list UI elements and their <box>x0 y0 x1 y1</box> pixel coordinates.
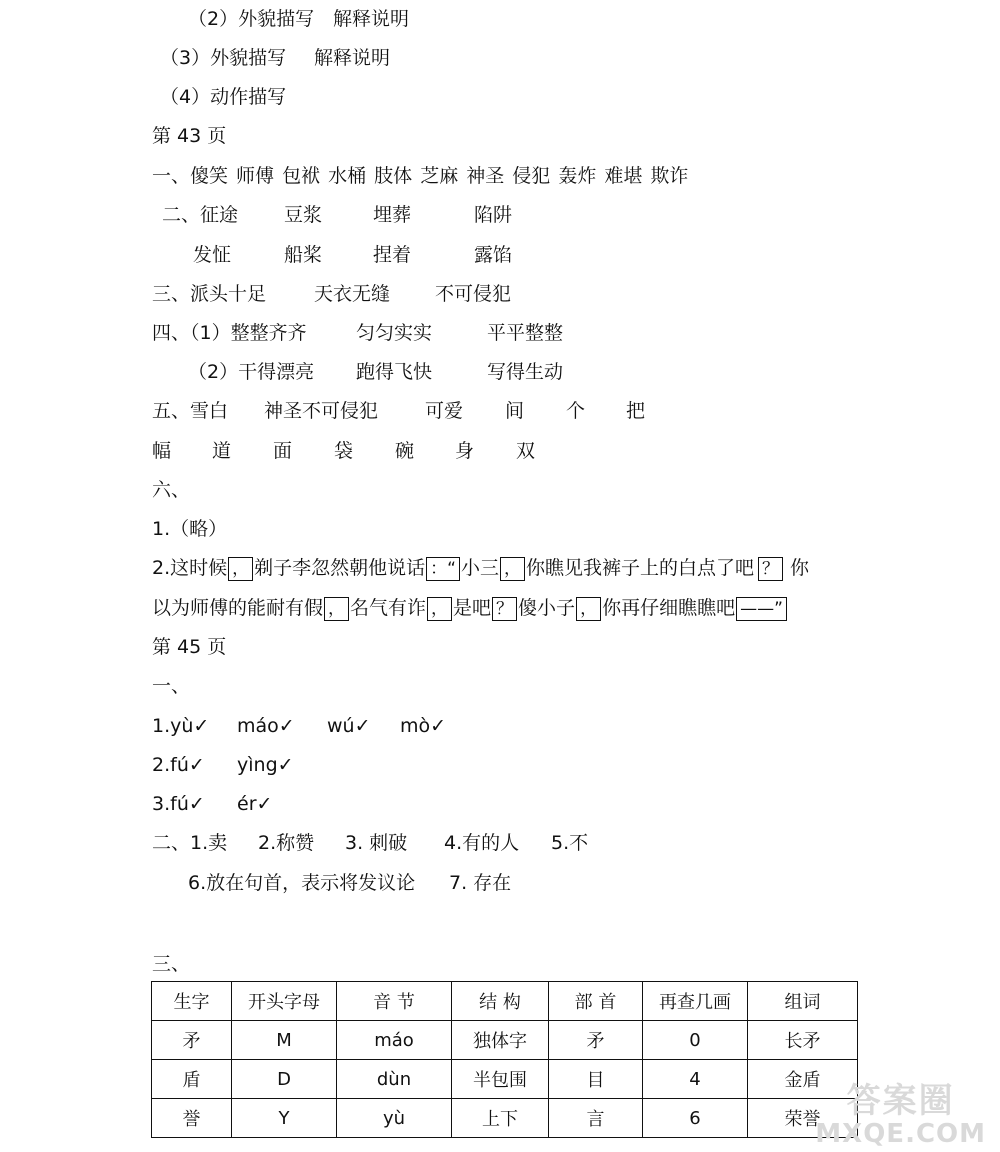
text: 碗 <box>395 440 415 462</box>
text: 袋 <box>334 440 354 462</box>
table-cell: 金盾 <box>748 1060 858 1099</box>
table-cell: 矛 <box>549 1021 643 1060</box>
table-header-cell: 生字 <box>152 982 232 1021</box>
text: 2.称赞 <box>258 832 315 854</box>
watermark-logo: 答案圈 <box>846 1081 955 1121</box>
text: 匀匀实实 <box>356 322 433 344</box>
text: 解释说明 <box>333 8 410 30</box>
table-cell: 4 <box>643 1060 748 1099</box>
table-cell: 长矛 <box>748 1021 858 1060</box>
table-body <box>152 982 858 1138</box>
text: 个 <box>566 400 586 422</box>
text: 五、雪白 <box>152 400 229 422</box>
text: 名气有诈 <box>350 597 427 619</box>
text: 不可侵犯 <box>435 283 512 305</box>
text: 豆浆 <box>284 204 323 226</box>
table-cell: 6 <box>643 1099 748 1138</box>
text: 神圣不可侵犯 <box>264 400 379 422</box>
text: yìng✓ <box>237 754 294 776</box>
text: 面 <box>273 440 293 462</box>
table-header-cell: 组词 <box>748 982 858 1021</box>
table-cell: dùn <box>337 1060 452 1099</box>
table-header-row <box>152 982 858 1021</box>
text: （2）干得漂亮 <box>188 361 315 383</box>
punct-box: ， <box>576 597 601 621</box>
table-row <box>152 1021 858 1060</box>
text: 你瞧见我裤子上的白点了吧 <box>525 557 754 579</box>
text: 埋葬 <box>373 204 412 226</box>
text: 7. 存在 <box>449 872 512 894</box>
text: 写得生动 <box>487 361 564 383</box>
text: 道 <box>212 440 232 462</box>
punct-box: ， <box>324 597 349 621</box>
text: 身 <box>455 440 475 462</box>
text: 以为师傅的能耐有假 <box>152 597 324 619</box>
table-header-cell: 音 节 <box>337 982 452 1021</box>
table-header-cell: 部 首 <box>549 982 643 1021</box>
text: 捏着 <box>373 244 412 266</box>
text: 三、 <box>152 953 191 975</box>
table-cell: 言 <box>549 1099 643 1138</box>
table-cell: Y <box>232 1099 337 1138</box>
punct-box: ， <box>500 557 525 581</box>
watermark <box>815 1082 986 1148</box>
text: 5.不 <box>551 832 589 854</box>
text: 平平整整 <box>487 322 564 344</box>
text: 第 45 页 <box>152 636 227 658</box>
table-cell: 目 <box>549 1060 643 1099</box>
text: 幅 <box>152 440 172 462</box>
text: 是吧 <box>453 597 492 619</box>
text: 露馅 <box>474 244 513 266</box>
text: 六、 <box>152 479 191 501</box>
table-row <box>152 1060 858 1099</box>
punctuation-line-2 <box>152 596 788 622</box>
text: 二、征途 <box>162 204 239 226</box>
table-cell: 上下 <box>452 1099 549 1138</box>
text: （4）动作描写 <box>160 86 287 108</box>
text-run <box>152 597 788 619</box>
text: 你 <box>790 557 810 579</box>
table-header-cell: 开头字母 <box>232 982 337 1021</box>
punct-box: ， <box>427 597 452 621</box>
text: 天衣无缝 <box>314 283 391 305</box>
watermark-url: MXQE.COM <box>815 1119 986 1149</box>
text: 小三 <box>460 557 499 579</box>
text: 解释说明 <box>314 47 391 69</box>
text: 间 <box>505 400 525 422</box>
text: mò✓ <box>400 715 447 737</box>
text: 一、傻笑 师傅 包袱 水桶 肢体 芝麻 神圣 侵犯 轰炸 难堪 欺诈 <box>152 165 689 187</box>
text: 2.这时候 <box>152 557 228 579</box>
table-cell: 盾 <box>152 1060 232 1099</box>
text: 6.放在句首，表示将发议论 <box>188 872 416 894</box>
text: （3）外貌描写 <box>160 47 287 69</box>
text: 跑得飞快 <box>356 361 433 383</box>
table-cell: yù <box>337 1099 452 1138</box>
table-cell: 0 <box>643 1021 748 1060</box>
text: wú✓ <box>327 715 371 737</box>
text: 3. 刺破 <box>345 832 408 854</box>
table-cell: 独体字 <box>452 1021 549 1060</box>
text: 二、1.卖 <box>152 832 228 854</box>
text: （2）外貌描写 <box>188 8 315 30</box>
text: 陷阱 <box>474 204 513 226</box>
text: 剃子李忽然朝他说话 <box>254 557 426 579</box>
table-cell: máo <box>337 1021 452 1060</box>
text: 1.（略） <box>152 518 228 540</box>
text: 1.yù✓ <box>152 715 210 737</box>
text: 你再仔细瞧瞧吧 <box>602 597 736 619</box>
table-header-cell: 结 构 <box>452 982 549 1021</box>
punct-box: ：“ <box>426 557 460 581</box>
text: 四、（1）整整齐齐 <box>152 322 307 344</box>
punct-box: ——” <box>736 597 787 621</box>
text: 一、 <box>152 675 191 697</box>
table-row <box>152 1099 858 1138</box>
punctuation-line-1 <box>152 556 809 582</box>
table-cell: 矛 <box>152 1021 232 1060</box>
text: 三、派头十足 <box>152 283 267 305</box>
text: 3.fú✓ <box>152 793 205 815</box>
text: máo✓ <box>237 715 295 737</box>
text: 双 <box>516 440 536 462</box>
text: 4.有的人 <box>444 832 520 854</box>
character-lookup-table <box>151 981 858 1138</box>
text-run <box>152 557 809 579</box>
table-header-cell: 再查几画 <box>643 982 748 1021</box>
text: 傻小子 <box>518 597 576 619</box>
table-cell: 荣誉 <box>748 1099 858 1138</box>
table-cell: M <box>232 1021 337 1060</box>
text: 把 <box>626 400 646 422</box>
table-cell: D <box>232 1060 337 1099</box>
punct-box: ？ <box>492 597 517 621</box>
punct-box: ？ <box>758 557 783 581</box>
text: 船桨 <box>284 244 323 266</box>
punct-box: ， <box>228 557 253 581</box>
text: 2.fú✓ <box>152 754 205 776</box>
table-cell: 半包围 <box>452 1060 549 1099</box>
table-cell: 誉 <box>152 1099 232 1138</box>
text: 可爱 <box>425 400 464 422</box>
text: 第 43 页 <box>152 125 227 147</box>
text: ér✓ <box>237 793 273 815</box>
text: 发怔 <box>193 244 232 266</box>
